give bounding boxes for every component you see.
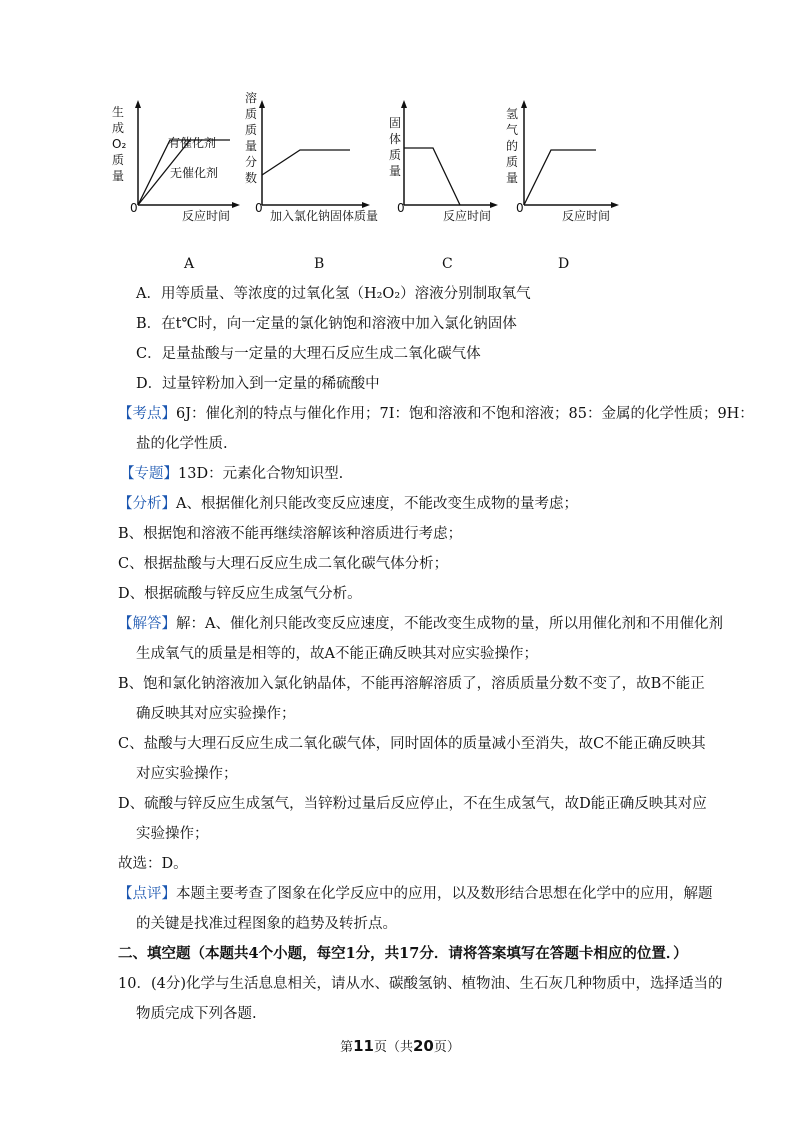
q10-line2: 物质完成下列各题. bbox=[136, 1006, 257, 1022]
jieda-line-b2: 确反映其对应实验操作； bbox=[136, 706, 296, 722]
zhuanti-line: 【专题】13D：元素化合物知识型. bbox=[120, 466, 344, 482]
kaodian-tag: 【考点】 bbox=[118, 406, 176, 422]
svg-text:的: 的 bbox=[506, 139, 519, 153]
option-c: C．足量盐酸与一定量的大理石反应生成二氧化碳气体 bbox=[136, 346, 481, 362]
svg-text:质: 质 bbox=[245, 107, 258, 121]
section2-heading: 二、填空题（本题共4个小题，每空1分，共17分．请将答案填写在答题卡相应的位置．） bbox=[118, 945, 688, 962]
svg-text:质: 质 bbox=[506, 155, 519, 169]
option-b: B．在t℃时，向一定量的氯化钠饱和溶液中加入氯化钠固体 bbox=[136, 316, 517, 332]
kaodian-line2: 盐的化学性质. bbox=[136, 436, 228, 452]
svg-text:体: 体 bbox=[389, 132, 402, 146]
jieda-line-a2: 生成氧气的质量是相等的，故A不能正确反映其对应实验操作； bbox=[136, 646, 538, 662]
graph-label-c: C bbox=[442, 256, 453, 272]
graph-a-origin: 0 bbox=[130, 201, 138, 215]
graph-d-xaxis: 反应时间 bbox=[562, 209, 611, 223]
svg-text:量: 量 bbox=[112, 169, 125, 183]
svg-text:量: 量 bbox=[506, 171, 519, 185]
graph-a-curve1: 有催化剂 bbox=[168, 136, 217, 150]
graph-label-a: A bbox=[184, 256, 195, 272]
page-footer: 第11页（共20页） bbox=[340, 1037, 460, 1055]
svg-text:O₂: O₂ bbox=[112, 137, 127, 151]
dianping-line2: 的关键是找准过程图象的趋势及转折点。 bbox=[136, 916, 397, 932]
page-number: 11 bbox=[353, 1037, 374, 1055]
graphs-row bbox=[110, 90, 630, 240]
graph-b bbox=[240, 90, 380, 230]
option-d: D．过量锌粉加入到一定量的稀硫酸中 bbox=[136, 376, 380, 392]
jieda-line-c1: C、盐酸与大理石反应生成二氧化碳气体，同时固体的质量减小至消失，故C不能正确反映其 bbox=[118, 736, 706, 752]
jieda-line-d2: 实验操作； bbox=[136, 826, 209, 842]
fenxi-line-d: D、根据硫酸与锌反应生成氢气分析。 bbox=[118, 586, 362, 602]
svg-text:成: 成 bbox=[112, 121, 125, 135]
jieda-line-b1: B、饱和氯化钠溶液加入氯化钠晶体，不能再溶解溶质了，溶质质量分数不变了，故B不能正 bbox=[118, 676, 705, 692]
graph-a bbox=[110, 90, 230, 230]
svg-text:气: 气 bbox=[506, 123, 519, 137]
graph-c bbox=[388, 90, 498, 230]
svg-text:固: 固 bbox=[389, 116, 402, 130]
fenxi-line-a: 【分析】A、根据催化剂只能改变反应速度，不能改变生成物的量考虑； bbox=[118, 496, 578, 512]
option-a: A．用等质量、等浓度的过氧化氢（H₂O₂）溶液分别制取氧气 bbox=[136, 286, 531, 302]
jieda-line-a1: 【解答】解：A、催化剂只能改变反应速度，不能改变生成物的量，所以用催化剂和不用催化剂 bbox=[118, 616, 723, 632]
dianping-tag: 【点评】 bbox=[118, 886, 176, 902]
graph-c-xaxis: 反应时间 bbox=[443, 209, 492, 223]
q10-line1: 10．(4分)化学与生活息息相关，请从水、碳酸氢钠、植物油、生石灰几种物质中，选择适当的 bbox=[118, 976, 723, 992]
fenxi-tag: 【分析】 bbox=[118, 496, 176, 512]
fenxi-line-c: C、根据盐酸与大理石反应生成二氧化碳气体分析； bbox=[118, 556, 449, 572]
graph-d bbox=[506, 90, 626, 230]
graph-label-b: B bbox=[314, 256, 325, 272]
jieda-answer: 故选：D。 bbox=[118, 856, 188, 872]
svg-text:质: 质 bbox=[112, 153, 125, 167]
page-total: 20 bbox=[413, 1037, 434, 1055]
zhuanti-tag: 【专题】 bbox=[120, 466, 178, 482]
jieda-line-c2: 对应实验操作； bbox=[136, 766, 238, 782]
svg-text:量: 量 bbox=[245, 139, 258, 153]
svg-text:生: 生 bbox=[112, 105, 125, 119]
svg-text:数: 数 bbox=[245, 171, 258, 185]
jieda-line-d1: D、硫酸与锌反应生成氢气，当锌粉过量后反应停止，不在生成氢气，故D能正确反映其对应 bbox=[118, 796, 707, 812]
graph-d-origin: 0 bbox=[516, 201, 524, 215]
svg-text:分: 分 bbox=[245, 155, 258, 169]
graph-b-origin: 0 bbox=[255, 201, 263, 215]
jieda-tag: 【解答】 bbox=[118, 616, 176, 632]
fenxi-line-b: B、根据饱和溶液不能再继续溶解该种溶质进行考虑； bbox=[118, 526, 463, 542]
svg-text:氢: 氢 bbox=[506, 107, 519, 121]
graph-label-d: D bbox=[558, 256, 570, 272]
graph-c-origin: 0 bbox=[397, 201, 405, 215]
graph-a-xaxis: 反应时间 bbox=[182, 209, 231, 223]
svg-text:溶: 溶 bbox=[245, 91, 258, 105]
graph-a-curve2: 无催化剂 bbox=[170, 166, 219, 180]
graph-b-xaxis: 加入氯化钠固体质量 bbox=[270, 209, 379, 223]
svg-text:质: 质 bbox=[389, 148, 402, 162]
dianping-line1: 【点评】本题主要考查了图象在化学反应中的应用，以及数形结合思想在化学中的应用，解题 bbox=[118, 886, 713, 902]
svg-text:质: 质 bbox=[245, 123, 258, 137]
kaodian-line1: 【考点】6J：催化剂的特点与催化作用；7I：饱和溶液和不饱和溶液；85：金属的化学性质；9H： bbox=[118, 406, 754, 422]
svg-text:量: 量 bbox=[389, 164, 402, 178]
